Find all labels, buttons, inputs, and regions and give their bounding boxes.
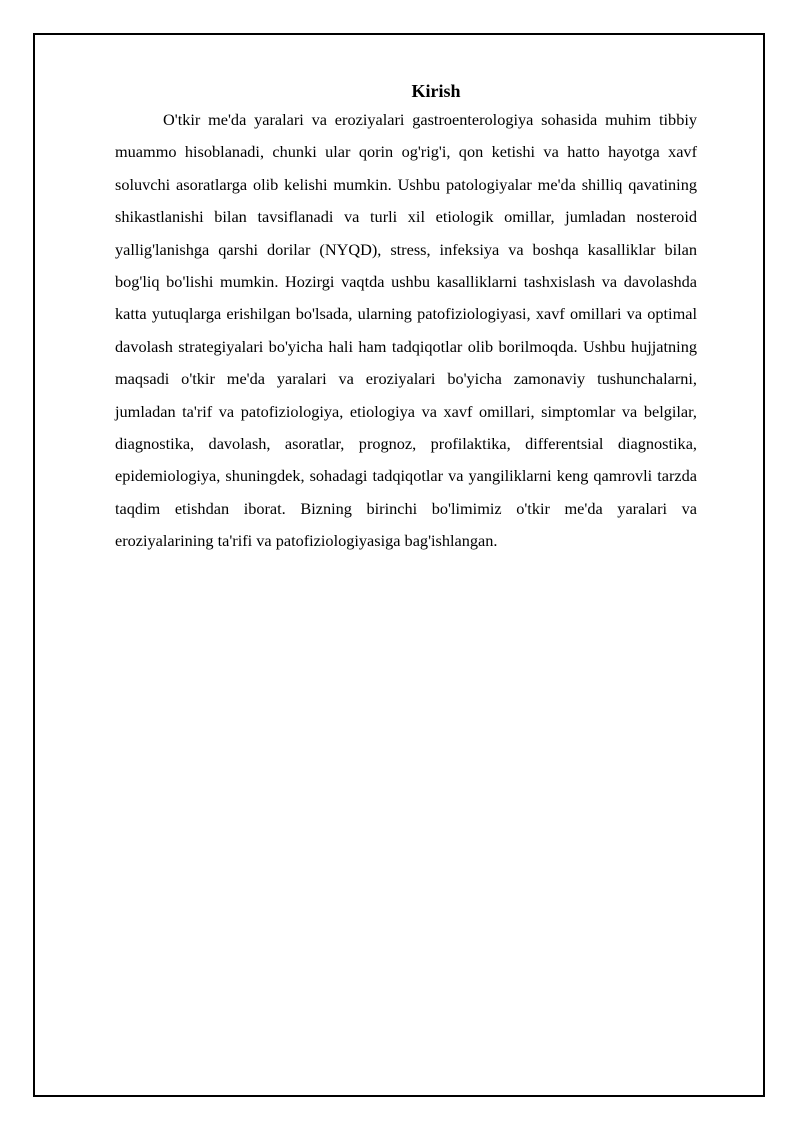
section-heading: Kirish [411, 81, 461, 101]
intro-paragraph: O'tkir me'da yaralari va eroziyalari gastroenterologiya sohasida muhim tibbiy muammo hisoblanadi, chunki ular qorin og'rig'i, qon ketishi va hatto hayotga xavf soluvchi asoratlarga olib kelishi mumkin. Ushbu patologiyalar me'da shilliq qavatining shikastlanishi bilan tavsiflanadi va turli xil etiologik omillar, jumladan nosteroid yallig'lanishga qarshi dorilar (NYQD), stress, infeksiya va boshqa kasalliklar bilan bog'liq bo'lishi mumkin. Hozirgi vaqtda ushbu kasalliklarni tashxislash va davolashda katta yutuqlarga erishilgan bo'lsada, ularning patofiziologiyasi, xavf omillari va optimal davolash strategiyalari bo'yicha hali ham tadqiqotlar olib borilmoqda. Ushbu hujjatning maqsadi o'tkir me'da yaralari va eroziyalari bo'yicha zamonaviy tushunchalarni, jumladan ta'rif va patofiziologiya, etiologiya va xavf omillari, simptomlar va belgilar, diagnostika, davolash, asoratlar, prognoz, profilaktika, differentsial diagnostika, epidemiologiya, shuningdek, sohadagi tadqiqotlar va yangiliklarni keng qamrovli tarzda taqdim etishdan iborat. Bizning birinchi bo'limimiz o'tkir me'da yaralari va eroziyalarining ta'rifi va patofiziologiyasiga bag'ishlangan. [115, 110, 697, 551]
page-border [33, 33, 765, 1097]
document-content [115, 78, 697, 558]
